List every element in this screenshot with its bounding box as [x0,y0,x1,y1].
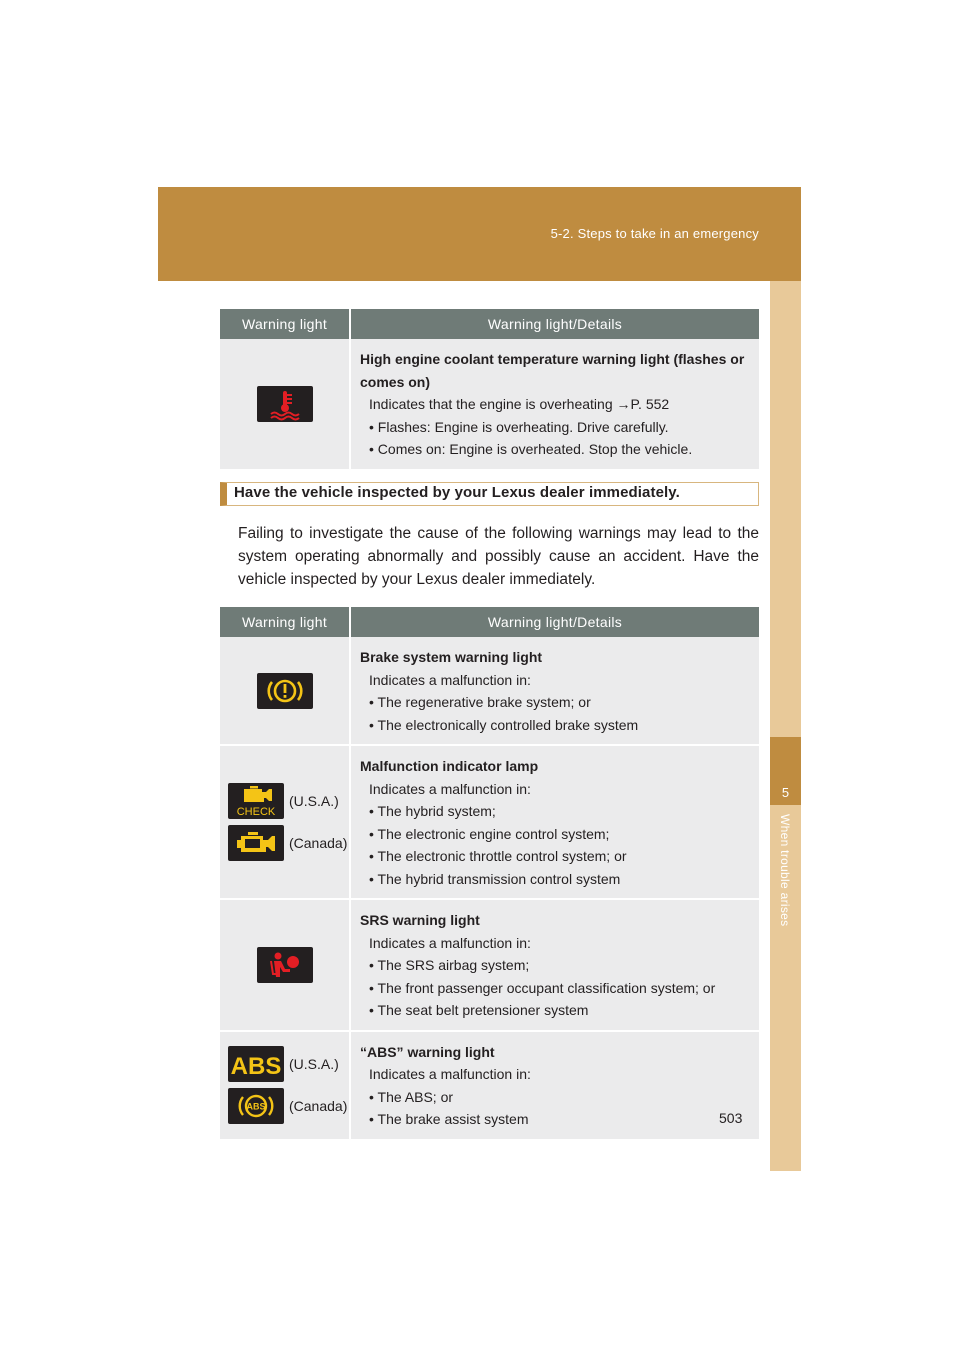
chapter-title: When trouble arises [778,814,792,927]
table-row [220,745,759,899]
table-row [220,899,759,1031]
check-engine-icon [228,783,284,819]
bullet-item: • The hybrid transmission control system [369,870,621,887]
warning-table-1 [220,309,759,471]
section-title: 5-2. Steps to take in an emergency [550,226,759,241]
region-label-usa: (U.S.A.) [289,1056,339,1072]
inspect-heading: Have the vehicle inspected by your Lexus dealer immediately. [234,484,680,501]
table-header-row [220,607,759,637]
col-header-warning-light: Warning light [220,607,350,637]
bullet-item: • The SRS airbag system; [369,957,530,973]
abs-text-icon [228,1046,284,1082]
bullet-item: • Flashes: Engine is overheating. Drive carefully. [369,418,669,435]
bullet-item: • The hybrid system; [369,803,496,819]
page-number: 503 [719,1110,743,1126]
abs-text: ABS [230,1053,282,1080]
bullet-item: • The front passenger occupant classification system; or [369,979,716,996]
warning-title: Malfunction indicator lamp [360,758,539,774]
region-label-canada: (Canada) [289,835,348,851]
warning-description: Indicates a malfunction in: [369,1066,531,1082]
srs-airbag-icon [257,947,313,983]
check-text: CHECK [236,806,276,818]
bullet-item: • The electronic engine control system; [369,825,610,842]
brake-warning-icon [257,673,313,709]
bullet-item: • The electronically controlled brake system [369,716,639,733]
warning-description: Indicates a malfunction in: [369,780,531,797]
bullet-item: • The brake assist system [369,1111,529,1127]
abs-circle-text: ABS [246,1101,266,1112]
bullet-item: • The seat belt pretensioner system [369,1002,589,1018]
chapter-sidebar [770,281,801,1171]
warning-title: Brake system warning light [360,649,543,665]
region-label-canada: (Canada) [289,1098,348,1114]
warning-description: Indicates a malfunction in: [369,934,531,951]
warning-table-2 [220,607,759,1141]
table-row [220,637,759,745]
warning-description: Indicates that the engine is overheating →P. 552 [369,396,670,412]
col-header-details: Warning light/Details [350,309,759,339]
engine-icon [228,825,284,861]
abs-circle-icon [228,1088,284,1124]
warning-title: High engine coolant temperature warning light (flashes or comes on) [360,351,745,390]
inspect-paragraph: Failing to investigate the cause of the following warnings may lead to the system operating abnormally and possibly cause an accident. Have the vehicle inspected by your Lexus dealer immediately. [238,525,759,588]
col-header-warning-light: Warning light [220,309,350,339]
bullet-item: • The ABS; or [369,1088,454,1105]
table-row [220,339,759,470]
col-header-details: Warning light/Details [350,607,759,637]
region-label-usa: (U.S.A.) [289,793,339,809]
table-row [220,1031,759,1140]
warning-title: “ABS” warning light [360,1043,495,1060]
warning-description: Indicates a malfunction in: [369,671,531,688]
bullet-item: • The electronic throttle control system; or [369,848,627,864]
header-band [158,187,801,281]
bullet-item: • The regenerative brake system; or [369,694,591,710]
bullet-item: • Comes on: Engine is overheated. Stop the vehicle. [369,441,693,457]
table-header-row [220,309,759,339]
coolant-temperature-icon [257,386,313,422]
inspect-heading-bar [220,482,759,506]
warning-title: SRS warning light [360,912,480,928]
chapter-number: 5 [781,785,790,800]
